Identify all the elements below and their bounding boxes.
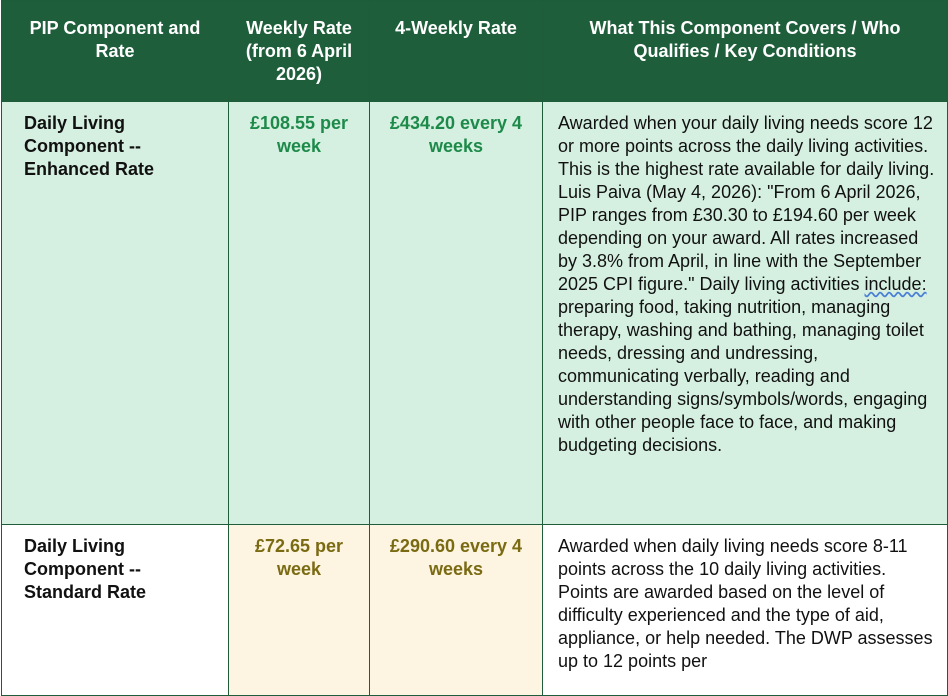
description-text: preparing food, taking nutrition, managing therapy, washing and bathing, managing toilet needs, dressing and undressing, communicating verbally, reading and understanding signs/symbols/words, engaging with other people face to face, and making budgeting decisions. — [558, 297, 928, 455]
column-header-description: What This Component Covers / Who Qualifies / Key Conditions — [543, 1, 948, 102]
four-weekly-rate-cell: £290.60 every 4 weeks — [370, 525, 543, 696]
pip-rates-table — [1, 0, 948, 696]
component-cell: Daily Living Component -- Standard Rate — [2, 525, 229, 696]
grammar-flagged-word[interactable]: include: — [864, 274, 927, 294]
description-cell — [543, 102, 948, 525]
description-cell: Awarded when daily living needs score 8-11 points across the 10 daily living activities. Points are awarded based on the level of difficulty experienced and the type of aid, appliance, or help needed. The DWP assesses up to 12 points per — [543, 525, 948, 696]
description-text: Awarded when your daily living needs score 12 or more points across the daily living activities. This is the highest rate available for daily living. Luis Paiva (May 4, 2026): "From 6 April 2026, PIP ranges from £30.30 to £194.60 per week depending on your award. All rates increased by 3.8% from April, in line with the September 2025 CPI figure." Daily living activities — [558, 113, 935, 294]
column-header-weekly-rate: Weekly Rate (from 6 April 2026) — [229, 1, 370, 102]
column-header-four-weekly-rate: 4-Weekly Rate — [370, 1, 543, 102]
table-row — [2, 102, 948, 525]
header-row — [2, 1, 948, 102]
four-weekly-rate-cell: £434.20 every 4 weeks — [370, 102, 543, 525]
table-row — [2, 525, 948, 696]
weekly-rate-cell: £108.55 per week — [229, 102, 370, 525]
weekly-rate-cell: £72.65 per week — [229, 525, 370, 696]
component-cell: Daily Living Component -- Enhanced Rate — [2, 102, 229, 525]
column-header-component: PIP Component and Rate — [2, 1, 229, 102]
